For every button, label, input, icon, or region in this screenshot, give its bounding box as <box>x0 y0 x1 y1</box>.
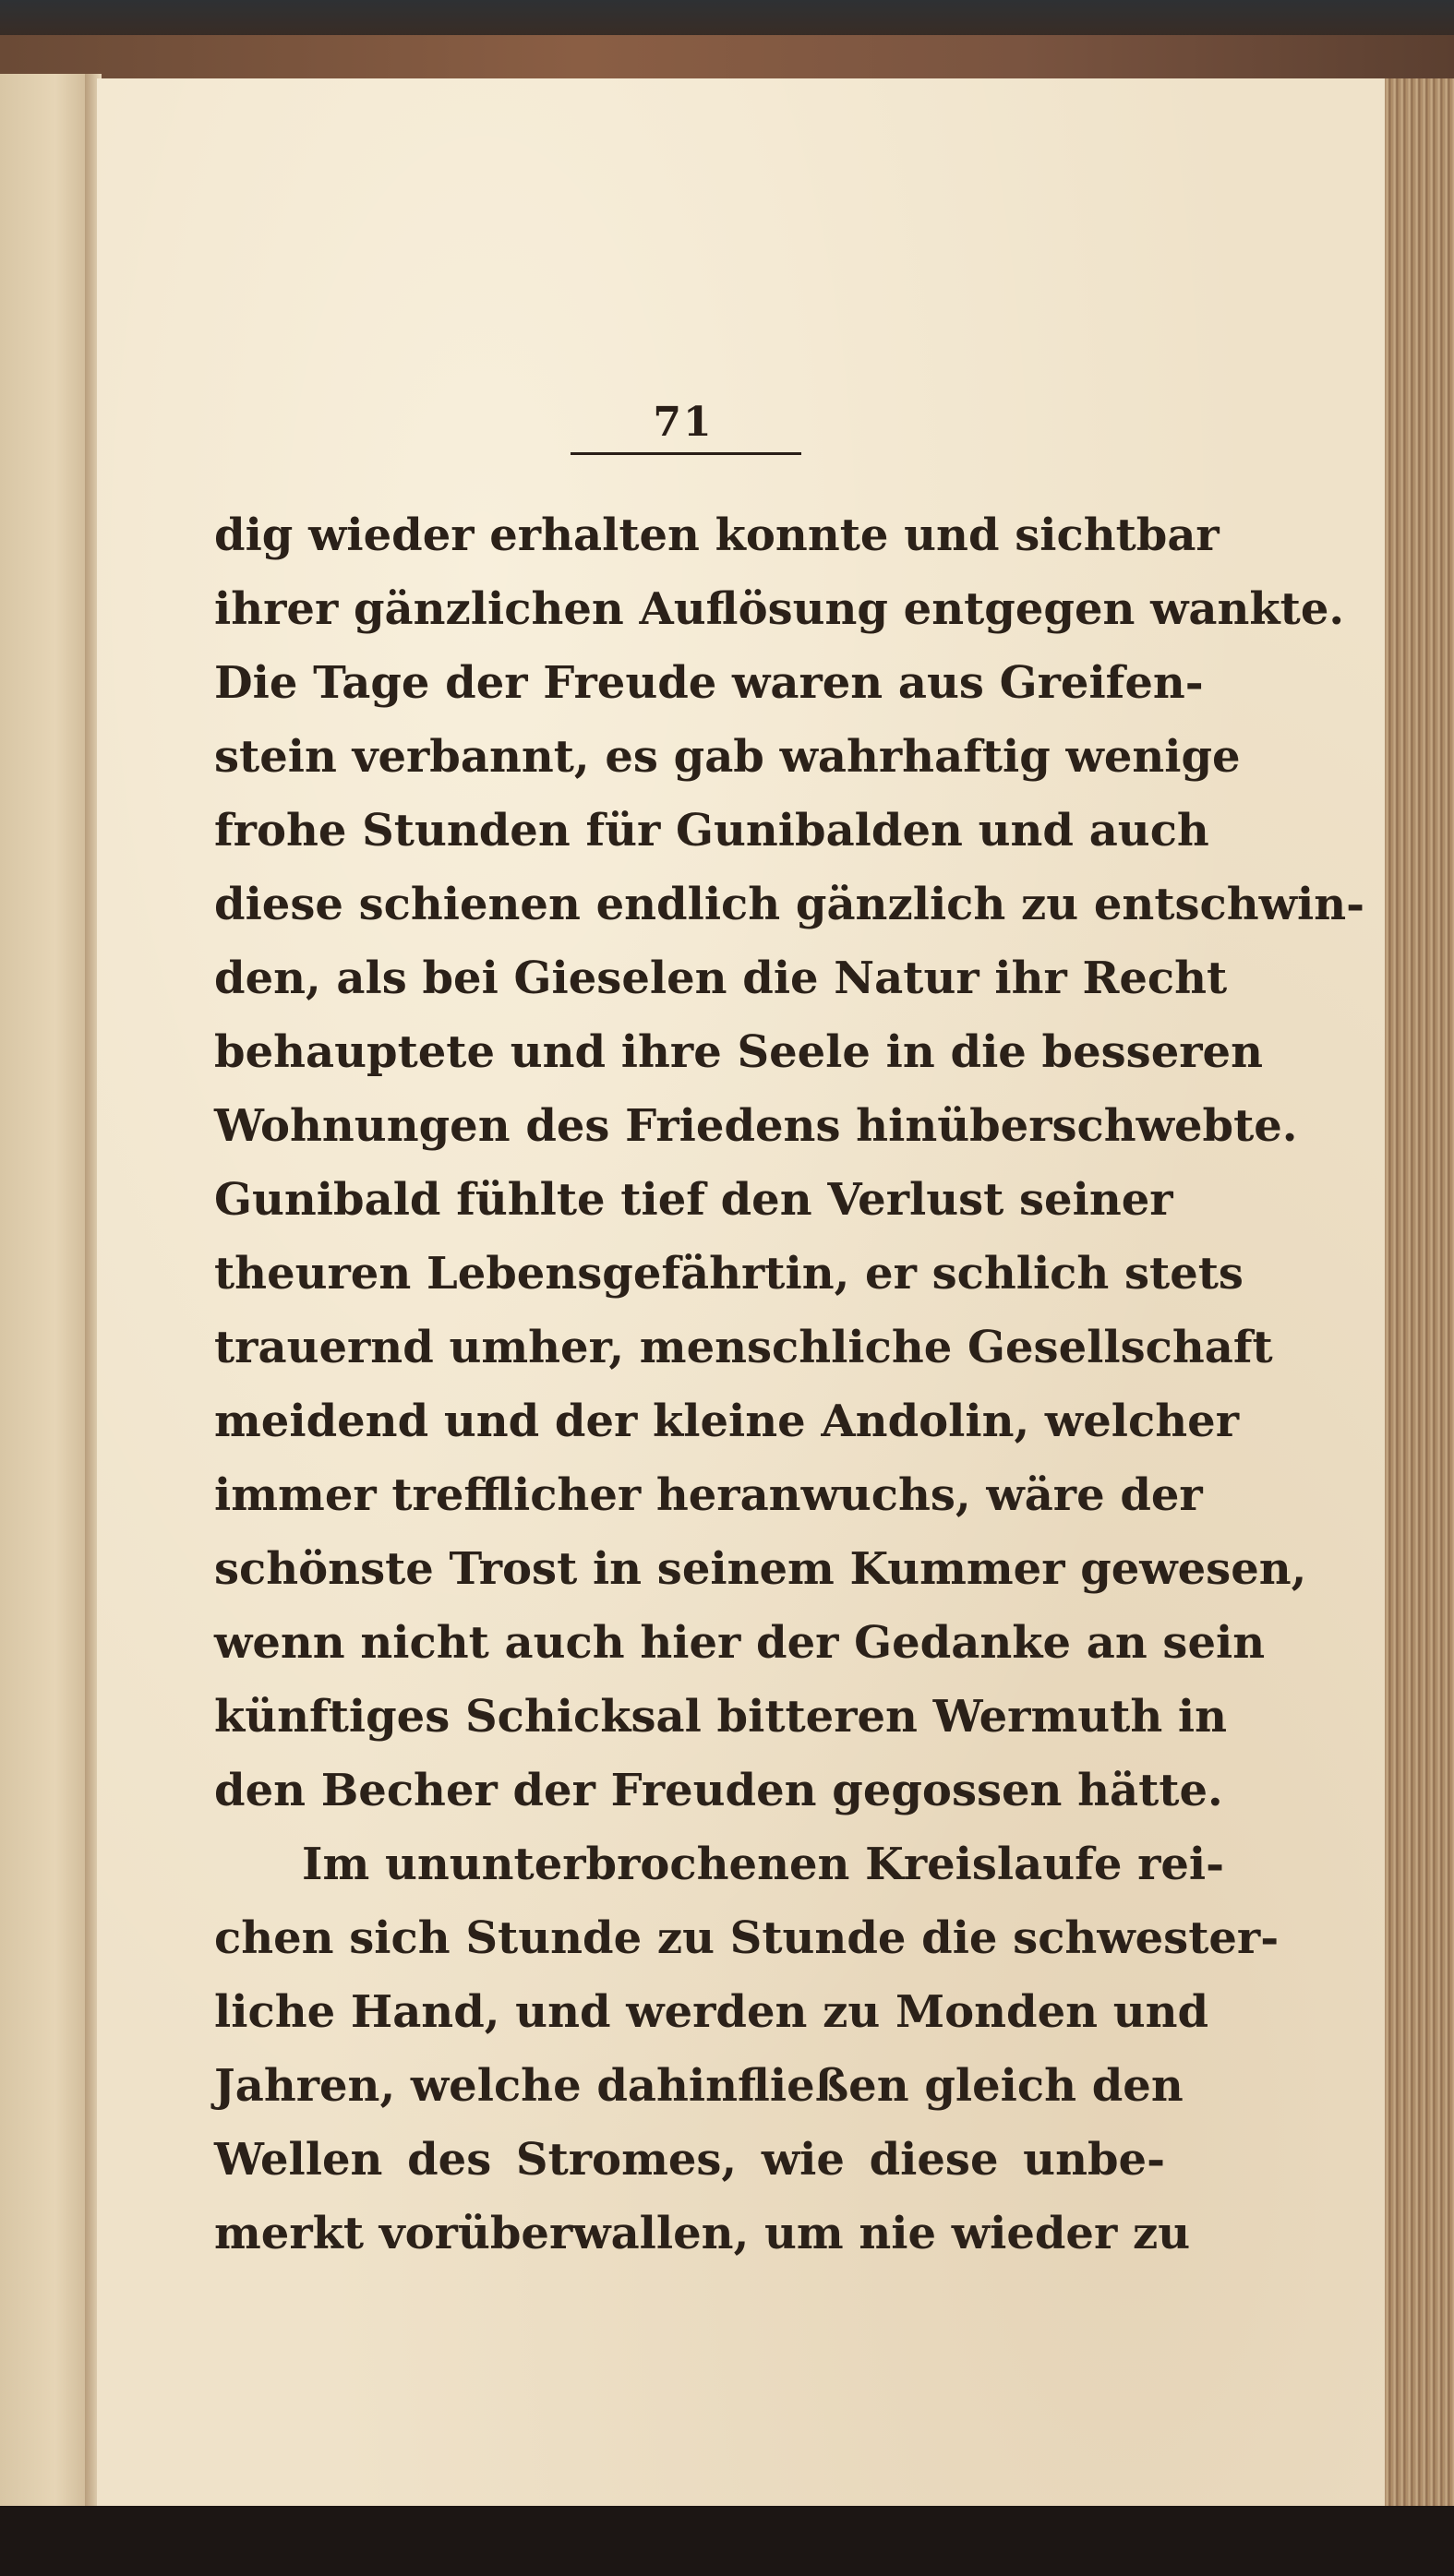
text-line: diese schienen endlich gänzlich zu entschwin- <box>214 879 1365 930</box>
text-line: merkt vorüberwallen, um nie wieder zu <box>214 2208 1191 2259</box>
text-line: meidend und der kleine Andolin, welcher <box>214 1396 1239 1447</box>
text-line: immer trefflicher heranwuchs, wäre der <box>214 1469 1203 1521</box>
text-line: Wohnungen des Friedens hinüberschwebte. <box>214 1100 1298 1152</box>
text-line: theuren Lebensgefährtin, er schlich stets <box>214 1248 1244 1300</box>
text-line: Die Tage der Freude waren aus Greifen- <box>214 657 1204 709</box>
text-line: frohe Stunden für Gunibalden und auch <box>214 805 1209 857</box>
page-number: 71 <box>653 399 714 446</box>
header-rule <box>571 452 801 455</box>
page-stack-edges <box>1385 78 1454 2510</box>
text-line: Jahren, welche dahinfließen gleich den <box>214 2060 1184 2112</box>
text-line: künftiges Schicksal bitteren Wermuth in <box>214 1691 1228 1743</box>
text-line: wenn nicht auch hier der Gedanke an sein <box>214 1617 1266 1669</box>
text-line: Gunibald fühlte tief den Verlust seiner <box>214 1174 1173 1226</box>
book-cover-edge <box>0 35 1454 83</box>
body-text <box>214 498 1365 2270</box>
text-line: chen sich Stunde zu Stunde die schwester- <box>214 1912 1280 1964</box>
facing-page-edge <box>0 74 92 2520</box>
text-line: Im ununterbrochenen Kreislaufe rei- <box>302 1839 1225 1890</box>
text-line: behauptete und ihre Seele in die besseren <box>214 1026 1263 1078</box>
text-line: ihrer gänzlichen Auflösung entgegen wankte. <box>214 583 1345 635</box>
text-line: schönste Trost in seinem Kummer gewesen, <box>214 1543 1307 1595</box>
text-line: dig wieder erhalten konnte und sichtbar <box>214 509 1220 561</box>
text-line: den Becher der Freuden gegossen hätte. <box>214 1765 1223 1816</box>
text-line: stein verbannt, es gab wahrhaftig wenige <box>214 731 1241 783</box>
text-line: Wellen des Stromes, wie diese unbe- <box>214 2134 1165 2186</box>
text-line: liche Hand, und werden zu Monden und <box>214 1986 1209 2038</box>
text-line: trauernd umher, menschliche Gesellschaft <box>214 1322 1273 1373</box>
text-line: den, als bei Gieselen die Natur ihr Recht <box>214 953 1228 1004</box>
background-bottom <box>0 2506 1454 2576</box>
